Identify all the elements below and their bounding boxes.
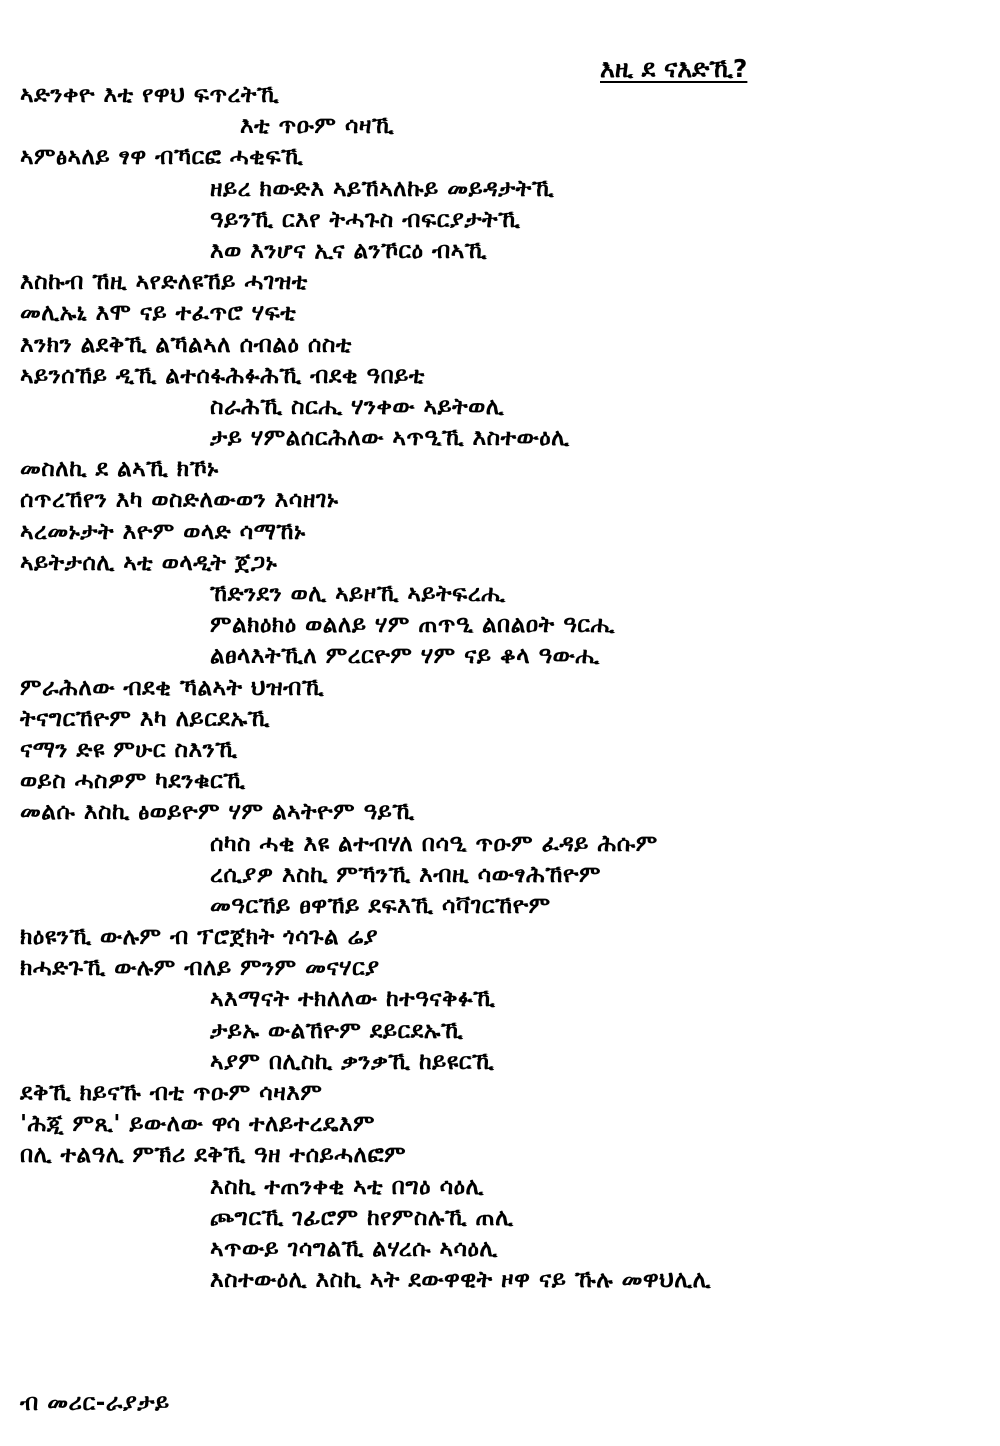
poem-line: ክዕዩንኺ ውሉም ብ ፕሮጀክት ጎሳጉል ሬያ bbox=[20, 924, 379, 951]
poem-title: እዚ ደ ናእድኺ? bbox=[600, 54, 748, 83]
poem-line: ታይኡ ውልኸዮም ደይርደኡኺ bbox=[210, 1017, 464, 1044]
poem-author: ብ መሪር-ራያታይ bbox=[20, 1390, 170, 1416]
poem-line: መስለኪ ደ ልኣኺ ክኾኑ bbox=[20, 456, 219, 483]
poem-line: 'ሕጂ ምጺ' ይውለው ዋሳ ተለይተረዴእም bbox=[20, 1111, 376, 1138]
poem-line: ኣጥውይ ገሳግልኺ ልሃረሱ ኣሳዕሊ bbox=[210, 1235, 498, 1262]
poem-line: ኣእማናት ተክለለው ከተዓናቅፉኺ bbox=[210, 986, 496, 1013]
poem-line: ምራሕለው ብደቂ ኻልኣት ህዝብኺ bbox=[20, 674, 325, 701]
poem-line: ኣምፅኣለይ ፃዋ ብኻርፎ ሓቂፍኺ bbox=[20, 144, 304, 171]
poem-line: ትናግርኸዮም እካ ለይርደኡኺ bbox=[20, 705, 270, 732]
poem-line: ሰጥረኸየን እካ ወስድለውወን እሳዘገኑ bbox=[20, 487, 339, 514]
poem-line: ክሓድጉኺ ውሉም ብለይ ምንም መናሃርያ bbox=[20, 955, 380, 982]
poem-line: እስኪ ተጠንቀቂ ኣቲ በግዕ ሳዕሊ bbox=[210, 1173, 484, 1200]
poem-body bbox=[0, 80, 1000, 1296]
poem-line: እስተውዕሊ እስኪ ኣት ደውዋዊት ዞዋ ናይ ኹሉ መዋህሊሊ bbox=[210, 1267, 711, 1294]
poem-line: እቲ ጥዑም ሳዛኺ bbox=[240, 113, 395, 140]
poem-line: መልሱ እስኪ ፅወይዮም ሃም ልኣትዮም ዓይኺ bbox=[20, 799, 415, 826]
poem-line: ልፀላእትኺለ ምረርዮም ሃም ናይ ቆላ ዓውሒ bbox=[210, 643, 600, 670]
poem-line: ስራሕኺ ስርሒ ሃንቀው ኣይትወሊ bbox=[210, 393, 505, 420]
poem-line: ኣይንሰኸይ ዲኺ ልተሰፋሕፉሕኺ ብደቂ ዓበይቲ bbox=[20, 362, 425, 389]
poem-line: ጮግርኺ ገፊሮም ከየምስሉኺ ጠሊ bbox=[210, 1204, 514, 1231]
poem-line: ኣይትታሰሊ ኣቲ ወላዲት ጀጋኑ bbox=[20, 549, 278, 576]
poem-line: በሊ ተልዓሊ ምኽሪ ደቅኺ ዓዘ ተሰይሓለፎም bbox=[20, 1142, 407, 1169]
poem-line: ናማን ድዩ ምሁር ስእንኺ bbox=[20, 736, 238, 763]
poem-line: ኣረመኑታት እዮም ወላድ ሳማኸኑ bbox=[20, 518, 306, 545]
poem-line: ምልክዕክዕ ወልለይ ሃም ጠጥዒ ልበልዐት ዓርሒ bbox=[210, 612, 615, 639]
poem-line: ሰካስ ሓቂ እዩ ልተብሃለ በሳዒ ጥዑም ፈዳይ ሕሱም bbox=[210, 830, 658, 857]
poem-line: መሊኡኒ እሞ ናይ ተፈጥሮ ሃፍቲ bbox=[20, 300, 297, 327]
poem-line: ረሲያዎ እስኪ ምኻንኺ እብዚ ሳውፃሕኸዮም bbox=[210, 861, 601, 888]
poem-line: ኣድንቀዮ እቲ የዋህ ፍጥረትኺ bbox=[20, 82, 279, 108]
poem-line: ኸድንደን ወሊ ኣይዞኺ ኣይትፍረሒ bbox=[210, 581, 506, 607]
poem-line: እወ እንሆና ኢና ልንኾርዕ ብኣኺ bbox=[210, 237, 487, 264]
poem-line: ዘይረ ክውድእ ኣይኸኣለኩይ መይዳታትኺ bbox=[210, 175, 554, 202]
poem-line: እስኩብ ኸዚ ኣየድለዩኸይ ሓገዝቲ bbox=[20, 269, 308, 296]
poem-line: ዓይንኺ ርእየ ትሓጉስ ብፍርያታትኺ bbox=[210, 206, 521, 233]
poem-line: ወይስ ሓስዎም ካደንቁርኺ bbox=[20, 768, 246, 795]
poem-line: እንክን ልደቅኺ ልኻልኣለ ሰብልዕ ሰስቲ bbox=[20, 331, 352, 358]
poem-line: ታይ ሃምልሰርሕለው ኣጥዒኺ እስተውዕሊ bbox=[210, 425, 570, 452]
poem-line: ኣያም በሊስኪ ቃንቃኺ ከይዩርኺ bbox=[210, 1048, 495, 1075]
poem-line: መዓርኸይ ፀዋኸይ ደፍእኺ ሳቫገርኸዮም bbox=[210, 892, 551, 919]
poem-line: ደቅኺ ክይናኹ ብቲ ጥዑም ሳዛእም bbox=[20, 1080, 323, 1106]
